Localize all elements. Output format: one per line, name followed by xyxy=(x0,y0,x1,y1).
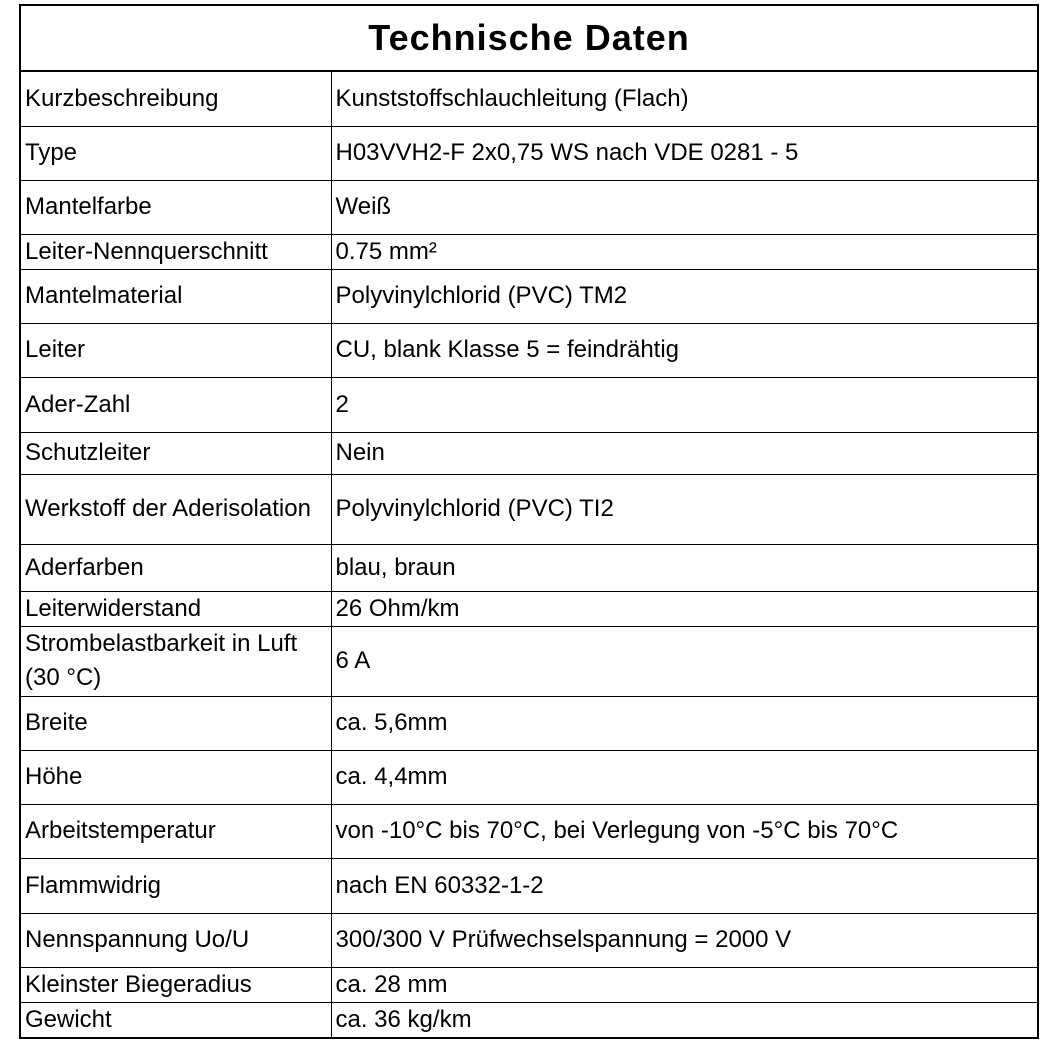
row-value: Nein xyxy=(331,432,1038,474)
row-label: Mantelfarbe xyxy=(20,180,331,234)
row-label: Gewicht xyxy=(20,1002,331,1038)
table-row xyxy=(20,180,1038,234)
row-value: 300/300 V Prüfwechselspannung = 2000 V xyxy=(331,913,1038,967)
row-label: Breite xyxy=(20,696,331,750)
table-row xyxy=(20,626,1038,696)
table-row xyxy=(20,544,1038,591)
table-row xyxy=(20,1002,1038,1038)
row-value: Weiß xyxy=(331,180,1038,234)
row-value: CU, blank Klasse 5 = feindrähtig xyxy=(331,323,1038,377)
row-label: Arbeitstemperatur xyxy=(20,804,331,858)
row-label: Kleinster Biegeradius xyxy=(20,967,331,1002)
table-row xyxy=(20,967,1038,1002)
table-row xyxy=(20,269,1038,323)
row-value: 2 xyxy=(331,377,1038,432)
table-title: Technische Daten xyxy=(20,5,1038,71)
row-label: Aderfarben xyxy=(20,544,331,591)
row-value: Polyvinylchlorid (PVC) TM2 xyxy=(331,269,1038,323)
table-row xyxy=(20,377,1038,432)
row-value: Kunststoffschlauchleitung (Flach) xyxy=(331,71,1038,126)
table-row xyxy=(20,696,1038,750)
row-value: blau, braun xyxy=(331,544,1038,591)
row-label: Ader-Zahl xyxy=(20,377,331,432)
row-label: Nennspannung Uo/U xyxy=(20,913,331,967)
row-value: 6 A xyxy=(331,626,1038,696)
row-label: Schutzleiter xyxy=(20,432,331,474)
row-value: von -10°C bis 70°C, bei Verlegung von -5°C bis 70°C xyxy=(331,804,1038,858)
row-label: Flammwidrig xyxy=(20,858,331,913)
table-row xyxy=(20,591,1038,626)
table-row xyxy=(20,750,1038,804)
table-row xyxy=(20,234,1038,269)
table-title-row xyxy=(20,5,1038,71)
table-row xyxy=(20,126,1038,180)
row-label: Höhe xyxy=(20,750,331,804)
table-row xyxy=(20,858,1038,913)
row-label: Werkstoff der Aderisolation xyxy=(20,474,331,544)
technical-data-table xyxy=(19,4,1039,1039)
table-row xyxy=(20,804,1038,858)
row-label: Kurzbeschreibung xyxy=(20,71,331,126)
row-value: ca. 5,6mm xyxy=(331,696,1038,750)
table-row xyxy=(20,913,1038,967)
row-label: Leiter-Nennquerschnitt xyxy=(20,234,331,269)
row-label: Strombelastbarkeit in Luft (30 °C) xyxy=(20,626,331,696)
row-value: H03VVH2-F 2x0,75 WS nach VDE 0281 - 5 xyxy=(331,126,1038,180)
row-value: nach EN 60332-1-2 xyxy=(331,858,1038,913)
table-row xyxy=(20,323,1038,377)
table-row xyxy=(20,474,1038,544)
row-value: ca. 4,4mm xyxy=(331,750,1038,804)
row-label: Leiter xyxy=(20,323,331,377)
row-value: ca. 36 kg/km xyxy=(331,1002,1038,1038)
table-row xyxy=(20,71,1038,126)
row-label: Mantelmaterial xyxy=(20,269,331,323)
table-row xyxy=(20,432,1038,474)
row-value: 26 Ohm/km xyxy=(331,591,1038,626)
row-value: ca. 28 mm xyxy=(331,967,1038,1002)
row-value: 0.75 mm² xyxy=(331,234,1038,269)
row-label: Type xyxy=(20,126,331,180)
row-value: Polyvinylchlorid (PVC) TI2 xyxy=(331,474,1038,544)
row-label: Leiterwiderstand xyxy=(20,591,331,626)
